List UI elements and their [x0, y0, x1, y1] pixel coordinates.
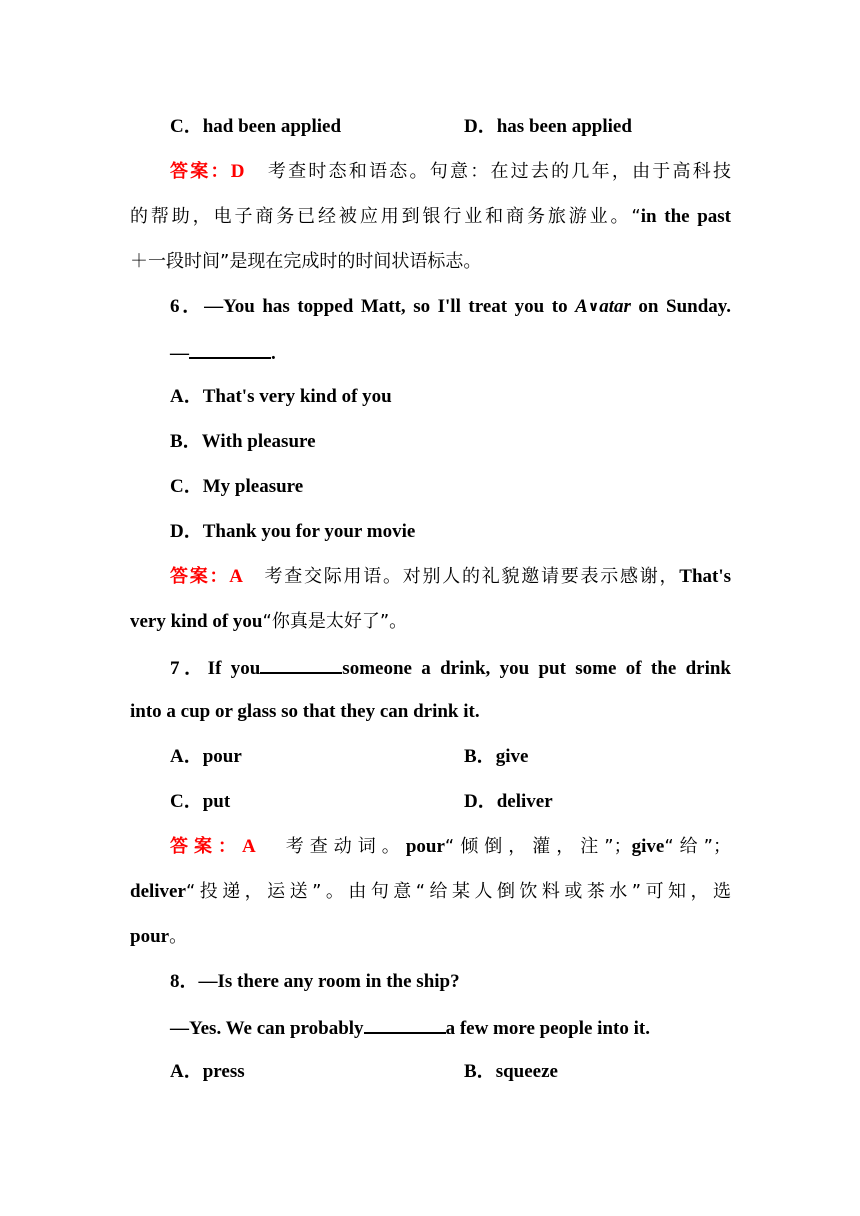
answer-english-phrase: very kind of you	[130, 611, 263, 632]
q7-options-row-1	[170, 745, 731, 769]
movie-title-rest: atar	[599, 296, 631, 317]
option-text: give	[495, 746, 529, 767]
option-letter: D．	[170, 521, 203, 542]
answer-key: A	[242, 836, 255, 857]
question-text: If you	[207, 658, 261, 679]
option-c-text: had been applied	[202, 116, 342, 137]
q5-answer-line-3	[130, 250, 731, 274]
option-text: Thank you for your movie	[202, 521, 416, 542]
answer-english-phrase: That's	[679, 566, 732, 587]
reply-dash: —	[170, 343, 189, 364]
option-letter: C．	[170, 476, 203, 497]
option-text: My pleasure	[202, 476, 304, 497]
question-number: 7．	[170, 658, 208, 679]
question-text-cont: someone a drink, you put some of the drink	[342, 658, 731, 679]
answer-explanation: ＋一段时间”是现在完成时的时间状语标志。	[130, 251, 482, 272]
option-letter: B．	[464, 1061, 496, 1082]
answer-explanation: 考查交际用语。对别人的礼貌邀请要表示感谢，	[264, 566, 680, 587]
q7-prompt-line-2	[130, 700, 731, 724]
q8-options-row-1	[170, 1060, 731, 1084]
option-text: put	[202, 791, 231, 812]
answer-english-word: pour	[405, 836, 445, 857]
answer-key: D	[230, 161, 245, 182]
option-d-letter: D．	[464, 116, 497, 137]
option-text: With pleasure	[201, 431, 316, 452]
option-d	[464, 115, 632, 139]
option-d	[464, 790, 553, 814]
option-text: squeeze	[495, 1061, 558, 1082]
q7-options-row-2	[170, 790, 731, 814]
q6-option-a	[170, 385, 731, 409]
q6-option-d	[170, 520, 731, 544]
question-text: —Yes. We can probably	[170, 1018, 364, 1039]
option-c-letter: C．	[170, 116, 203, 137]
question-number: 8．	[170, 971, 199, 992]
question-text: —You has topped Matt, so I'll treat you to	[204, 296, 576, 317]
answer-explanation: “给”；	[664, 836, 731, 857]
movie-title-a: A	[575, 296, 588, 317]
insertion-mark: ∨	[587, 300, 600, 315]
answer-blank	[260, 655, 342, 674]
q6-answer-line-1	[170, 565, 731, 589]
option-text: deliver	[496, 791, 553, 812]
answer-label: 答案：	[170, 836, 243, 857]
q7-prompt-line-1	[170, 655, 731, 679]
q8-prompt-line-1	[170, 970, 731, 994]
option-letter: B．	[464, 746, 496, 767]
answer-english-word: deliver	[130, 881, 186, 902]
option-text: press	[202, 1061, 245, 1082]
q6-prompt	[170, 295, 731, 319]
question-number: 6．	[170, 296, 205, 317]
option-text: That's very kind of you	[202, 386, 392, 407]
question-text: —Is there any room in the ship?	[198, 971, 460, 992]
q6-reply	[170, 340, 731, 364]
option-d-text: has been applied	[496, 116, 632, 137]
option-letter: B．	[170, 431, 202, 452]
q8-prompt-line-2	[170, 1015, 731, 1039]
q6-option-c	[170, 475, 731, 499]
q5-options-row	[170, 115, 731, 139]
q7-answer-line-2	[130, 880, 731, 904]
q7-answer-line-3	[130, 925, 731, 949]
answer-english-word: pour	[130, 926, 170, 947]
option-b	[464, 745, 528, 769]
answer-explanation: 考查时态和语态。句意：在过去的几年，由于高科技	[267, 161, 731, 182]
q5-answer-line-1	[170, 160, 731, 184]
answer-label: 答案：	[170, 161, 231, 182]
reply-period: .	[271, 343, 276, 364]
answer-blank	[189, 340, 271, 359]
option-letter: C．	[170, 791, 203, 812]
question-text-end: on Sunday.	[630, 296, 731, 317]
option-letter: D．	[464, 791, 497, 812]
answer-english-phrase: in the past	[640, 206, 731, 227]
question-text-cont: a few more people into it.	[445, 1018, 650, 1039]
option-letter: A．	[170, 746, 203, 767]
answer-blank	[364, 1015, 446, 1034]
option-letter: A．	[170, 386, 203, 407]
answer-explanation: 考查动词。	[285, 836, 406, 857]
q5-answer-line-2	[130, 205, 731, 229]
answer-label: 答案：	[170, 566, 230, 587]
answer-explanation: 的帮助，电子商务已经被应用到银行业和商务旅游业。“	[130, 206, 641, 227]
answer-explanation: “倾倒，灌，注”；	[444, 836, 632, 857]
option-text: pour	[202, 746, 242, 767]
answer-explanation: “你真是太好了”。	[262, 611, 408, 632]
q6-answer-line-2	[130, 610, 731, 634]
answer-explanation: 。	[169, 926, 188, 947]
option-letter: A．	[170, 1061, 203, 1082]
q6-option-b	[170, 430, 731, 454]
q7-answer-line-1	[170, 835, 731, 859]
answer-explanation: “投递，运送”。由句意“给某人倒饮料或茶水”可知，选	[185, 881, 731, 902]
answer-english-word: give	[631, 836, 665, 857]
option-b	[464, 1060, 558, 1084]
answer-key: A	[229, 566, 242, 587]
question-text: into a cup or glass so that they can drink it.	[130, 701, 480, 722]
